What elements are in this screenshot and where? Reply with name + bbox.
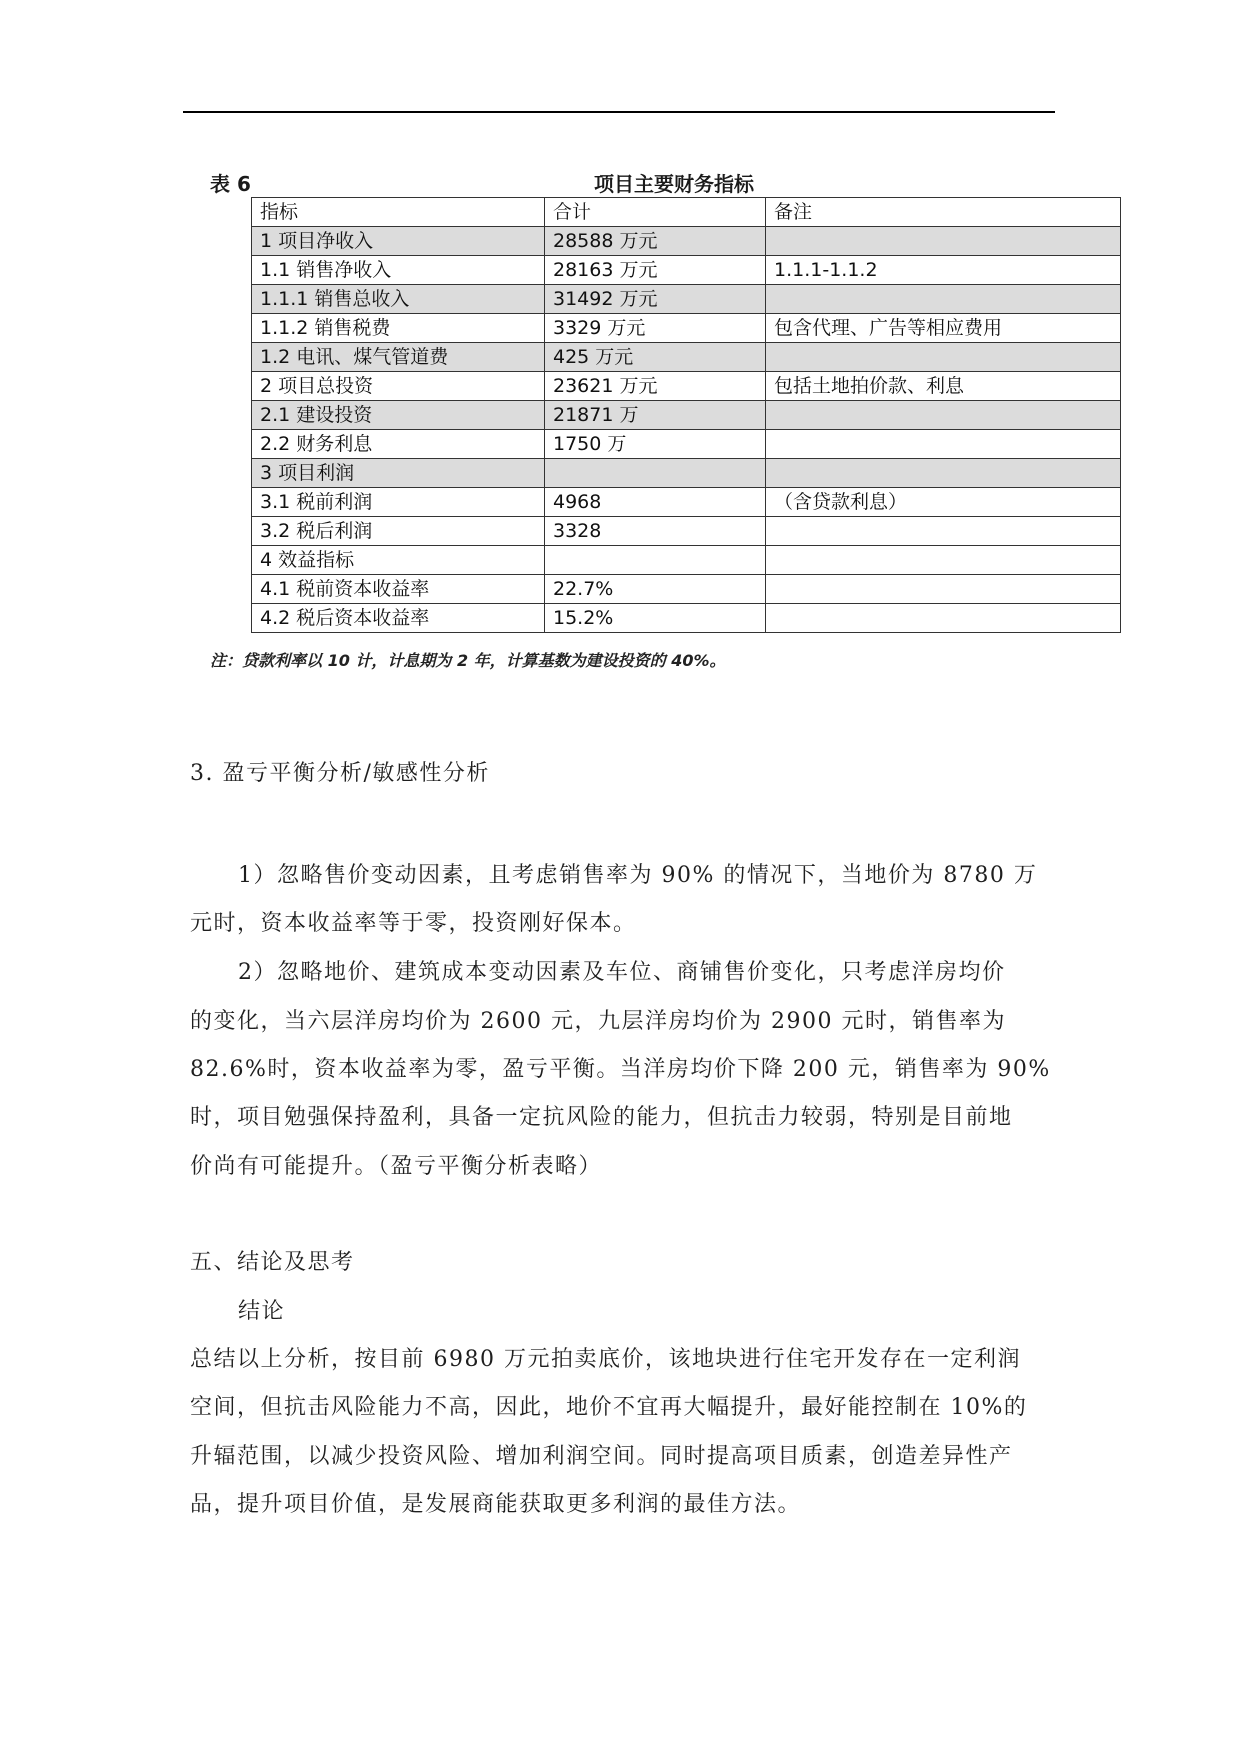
cell-indicator: 1 项目净收入 (252, 227, 545, 256)
section3-paragraph2-line2: 的变化，当六层洋房均价为 2600 元，九层洋房均价为 2900 元时，销售率为 (190, 1009, 1006, 1034)
cell-indicator: 2 项目总投资 (252, 372, 545, 401)
cell-note: 包括土地拍价款、利息 (766, 372, 1121, 401)
cell-indicator: 1.1.2 销售税费 (252, 314, 545, 343)
section3-paragraph1-line1: 1）忽略售价变动因素，且考虑销售率为 90% 的情况下，当地价为 8780 万 (238, 863, 1038, 888)
cell-total: 425 万元 (545, 343, 766, 372)
table-row (252, 459, 1121, 488)
column-header-note: 备注 (766, 198, 1121, 227)
cell-total: 28588 万元 (545, 227, 766, 256)
table-row (252, 401, 1121, 430)
cell-note (766, 517, 1121, 546)
column-header-indicator: 指标 (252, 198, 545, 227)
table-row (252, 227, 1121, 256)
cell-total (545, 459, 766, 488)
section3-paragraph2-line5: 价尚有可能提升。（盈亏平衡分析表略） (190, 1154, 603, 1179)
cell-total: 28163 万元 (545, 256, 766, 285)
financial-indicators-table (251, 197, 1121, 633)
section5-subheading: 结论 (238, 1299, 286, 1324)
table-row (252, 314, 1121, 343)
cell-indicator: 3.2 税后利润 (252, 517, 545, 546)
cell-indicator: 2.2 财务利息 (252, 430, 545, 459)
table-row (252, 372, 1121, 401)
cell-note (766, 343, 1121, 372)
cell-indicator: 4 效益指标 (252, 546, 545, 575)
section5-line3: 升辐范围，以减少投资风险、增加利润空间。同时提高项目质素，创造差异性产 (190, 1444, 1013, 1469)
cell-total: 1750 万 (545, 430, 766, 459)
section5-line2: 空间，但抗击风险能力不高，因此，地价不宜再大幅提升，最好能控制在 10%的 (190, 1395, 1028, 1420)
column-header-total: 合计 (545, 198, 766, 227)
table-row (252, 517, 1121, 546)
cell-total (545, 546, 766, 575)
section5-heading: 五、结论及思考 (190, 1250, 355, 1275)
cell-indicator: 3.1 税前利润 (252, 488, 545, 517)
cell-indicator: 4.2 税后资本收益率 (252, 604, 545, 633)
cell-note (766, 401, 1121, 430)
cell-total: 23621 万元 (545, 372, 766, 401)
header-rule (183, 111, 1055, 113)
cell-indicator: 1.2 电讯、煤气管道费 (252, 343, 545, 372)
table-row (252, 575, 1121, 604)
cell-total: 3329 万元 (545, 314, 766, 343)
table-title: 项目主要财务指标 (594, 172, 754, 196)
table-header-row (252, 198, 1121, 227)
table-row (252, 256, 1121, 285)
cell-note (766, 604, 1121, 633)
cell-note (766, 459, 1121, 488)
cell-indicator: 4.1 税前资本收益率 (252, 575, 545, 604)
cell-indicator: 1.1.1 销售总收入 (252, 285, 545, 314)
cell-note: （含贷款利息） (766, 488, 1121, 517)
cell-total: 3328 (545, 517, 766, 546)
cell-note (766, 430, 1121, 459)
cell-note (766, 227, 1121, 256)
table-note: 注：贷款利率以 10 计，计息期为 2 年，计算基数为建设投资的 40%。 (210, 651, 726, 670)
table-caption (210, 168, 1110, 198)
table-row (252, 285, 1121, 314)
section5-line4: 品，提升项目价值，是发展商能获取更多利润的最佳方法。 (190, 1492, 802, 1517)
cell-indicator: 2.1 建设投资 (252, 401, 545, 430)
section3-paragraph2-line1: 2）忽略地价、建筑成本变动因素及车位、商铺售价变化，只考虑洋房均价 (238, 960, 1006, 985)
cell-total: 4968 (545, 488, 766, 517)
cell-note: 1.1.1-1.1.2 (766, 256, 1121, 285)
cell-note: 包含代理、广告等相应费用 (766, 314, 1121, 343)
cell-indicator: 1.1 销售净收入 (252, 256, 545, 285)
section3-paragraph2-line4: 时，项目勉强保持盈利，具备一定抗风险的能力，但抗击力较弱，特别是目前地 (190, 1105, 1013, 1130)
cell-total: 22.7% (545, 575, 766, 604)
table-number: 表 6 (210, 172, 251, 196)
cell-total: 15.2% (545, 604, 766, 633)
section5-line1: 总结以上分析，按目前 6980 万元拍卖底价，该地块进行住宅开发存在一定利润 (190, 1347, 1021, 1372)
table-row (252, 430, 1121, 459)
cell-total: 31492 万元 (545, 285, 766, 314)
table-row (252, 488, 1121, 517)
cell-total: 21871 万 (545, 401, 766, 430)
cell-note (766, 285, 1121, 314)
cell-indicator: 3 项目利润 (252, 459, 545, 488)
table-row (252, 343, 1121, 372)
table-row (252, 546, 1121, 575)
section3-paragraph2-line3: 82.6%时，资本收益率为零，盈亏平衡。当洋房均价下降 200 元，销售率为 90% (190, 1057, 1051, 1082)
section3-paragraph1-line2: 元时，资本收益率等于零，投资刚好保本。 (190, 911, 637, 936)
section3-heading: 3. 盈亏平衡分析/敏感性分析 (190, 761, 490, 786)
table-row (252, 604, 1121, 633)
cell-note (766, 546, 1121, 575)
cell-note (766, 575, 1121, 604)
